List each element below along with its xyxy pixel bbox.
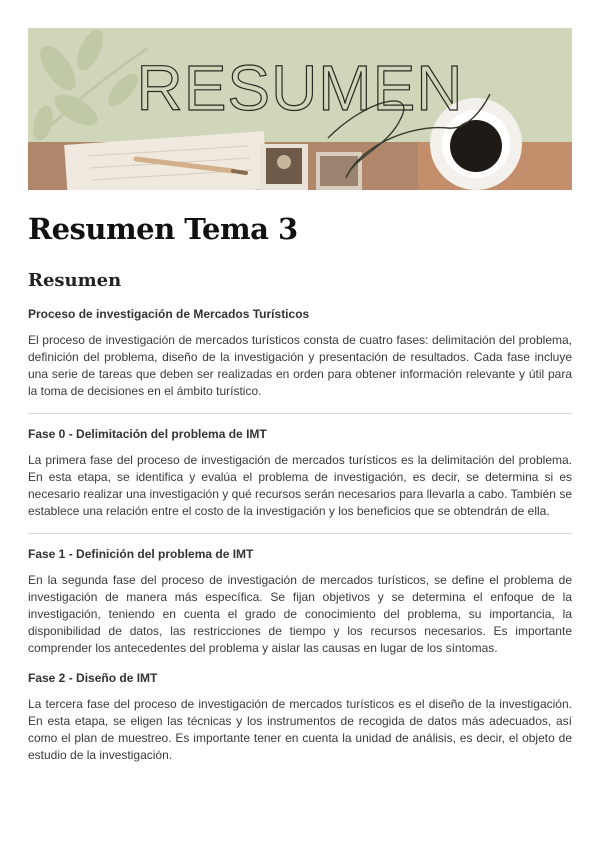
phase-2-paragraph: La tercera fase del proceso de investigación de mercados turísticos es el diseño de la investigación. En esta etapa, se eligen las técnicas y los instrumentos de recogida de datos más adecuados, así como el plan de muestreo. Es importante tener en cuenta la unidad de análisis, es decir, el objeto de estudio de la investigación. [28,697,572,762]
divider [28,533,572,534]
intro-paragraph: El proceso de investigación de mercados turísticos consta de cuatro fases: delimitación del problema, definición del problema, diseño de la investigación y presentación de resultados. Cada fase incluye una serie de tareas que deben ser realizadas en orden para obtener información relevante y útil para la toma de decisiones en el ámbito turístico. [28,333,572,398]
intro-heading: Proceso de investigación de Mercados Turísticos [28,307,310,321]
banner-illustration [28,28,572,190]
header-banner [28,28,572,190]
document-body [28,200,572,764]
divider [28,413,572,414]
phase-2-heading: Fase 2 - Diseño de IMT [28,671,158,685]
phase-1-paragraph: En la segunda fase del proceso de investigación de mercados turísticos, se define el problema de investigación de manera más específica. Se fijan objetivos y se determina el enfoque de la investigación, teniendo en cuenta el grado de conocimiento del problema, su importancia, la disponibilidad de datos, las restricciones de tiempo y los recursos necesarios. Es importante comprender los antecedentes del problema y aislar las causas en lugar de los síntomas. [28,573,572,655]
phase-1-heading: Fase 1 - Definición del problema de IMT [28,547,254,561]
phase-0-heading: Fase 0 - Delimitación del problema de IMT [28,427,267,441]
page-title: Resumen Tema 3 [28,212,298,246]
section-subtitle: Resumen [28,270,122,291]
phase-0-paragraph: La primera fase del proceso de investigación de mercados turísticos es la delimitación del problema. En esta etapa, se identifica y evalúa el problema de investigación, es decir, se determina si es necesario realizar una investigación y qué recursos serán necesarios para llevarla a cabo. También se establece una relación entre el costo de la investigación y los beneficios que se obtendrán de ella. [28,453,572,518]
banner-word: RESUMEN [136,52,464,124]
